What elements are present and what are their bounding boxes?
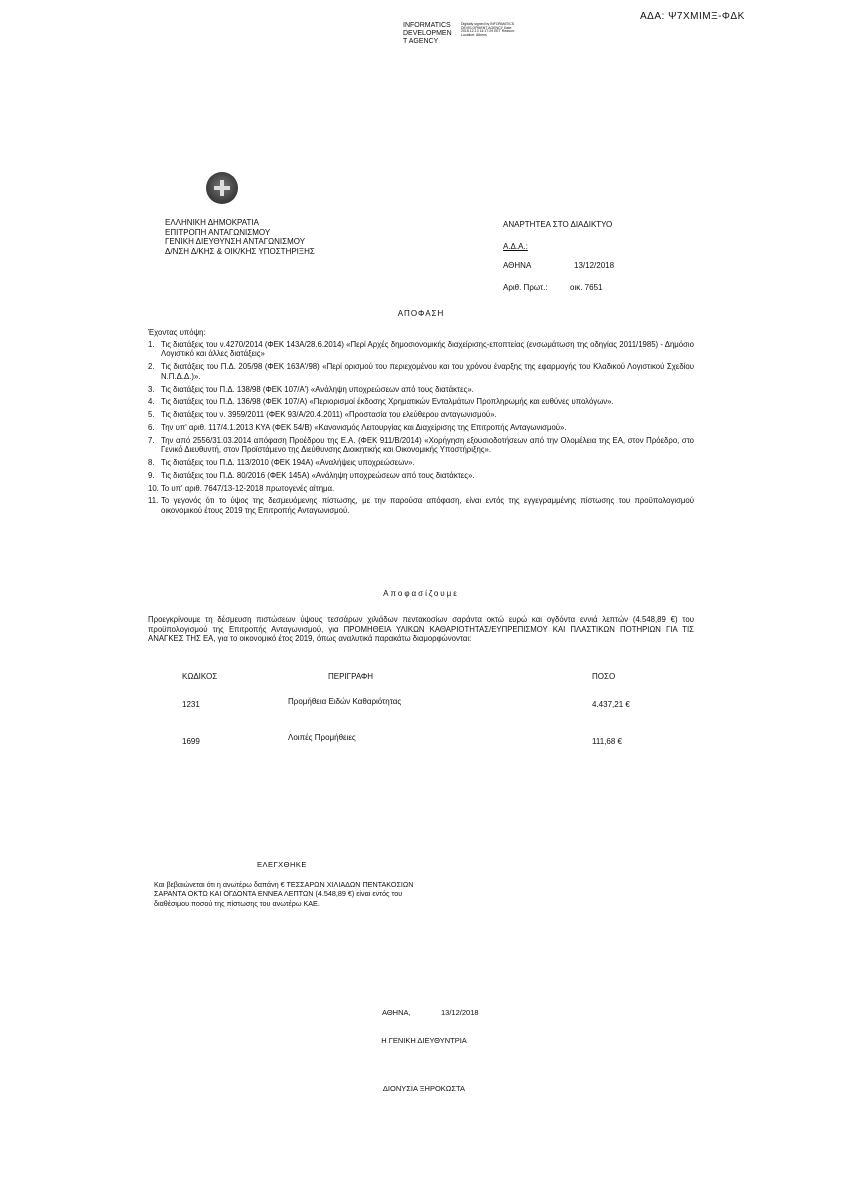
agency-logo-line: INFORMATICS [403,22,451,29]
agency-logo-line: DEVELOPMEN [403,30,452,38]
signature-date: 13/12/2018 [441,1008,479,1017]
post-online-label: ΑΝΑΡΤΗΤΕΑ ΣΤΟ ΔΙΑΔΙΚΤΥΟ [503,220,613,229]
sender-line: ΕΠΙΤΡΟΠΗ ΑΝΤΑΓΩΝΙΣΜΟΥ [165,227,271,237]
table-cell-description: Προμήθεια Ειδών Καθαριότητας [288,697,402,706]
sender-block [165,218,315,256]
document-date: 13/12/2018 [574,261,615,270]
signature-name: ΔΙΟΝΥΣΙΑ ΞΗΡΟΚΩΣΤΑ [382,1084,466,1093]
city-label: ΑΘΗΝΑ [503,261,532,270]
sender-line: ΓΕΝΙΚΗ ΔΙΕΥΘΥΝΣΗ ΑΝΤΑΓΩΝΙΣΜΟΥ [165,237,306,247]
decision-title: ΑΠΟΦΑΣΗ [397,309,445,318]
sender-line: Δ/ΝΣΗ Δ/ΚΗΣ & ΟΙΚ/ΚΗΣ ΥΠΟΣΤΗΡΙΞΗΣ [165,246,315,256]
table-cell-amount: 111,68 € [592,737,622,746]
list-item: 5. Τις διατάξεις του ν. 3959/2011 (ΦΕΚ 93/Α/20.4.2011) «Προστασία του ελεύθερου ανταγωνισμού». [148,410,497,420]
list-item: 1. Τις διατάξεις του ν.4270/2014 (ΦΕΚ 143Α/28.6.2014) «Περί Αρχές δημοσιονομικής διαχείρισης-εποπτείας (ενσωμάτωση της οδηγίας 2011/1985) - Δημόσιο Λογιστικό και άλλες διατάξεις» [148,339,694,359]
greek-emblem-icon [206,172,238,204]
agency-logo [403,22,463,46]
list-item: 3. Τις διατάξεις του Π.Δ. 138/98 (ΦΕΚ 107/Α') «Ανάληψη υποχρεώσεων από τους διατάκτες». [148,384,474,394]
list-item: 8. Τις διατάξεις του Π.Δ. 113/2010 (ΦΕΚ 194Α) «Αναλήψεις υποχρεώσεων». [148,458,415,468]
sender-line: ΕΛΛΗΝΙΚΗ ΔΗΜΟΚΡΑΤΙΑ [165,218,259,227]
table-header-description: ΠΕΡΙΓΡΑΦΗ [328,672,374,681]
table-header-amount: ΠΟΣΟ [592,672,616,681]
protocol-label: Αριθ. Πρωτ.: [503,283,548,292]
list-item: 7. Την από 2556/31.03.2014 απόφαση Προέδρου της Ε.Α. (ΦΕΚ 911/Β/2014) «Χορήγηση εξουσιοδοτήσεων από την Ολομέλεια της ΕΑ, στον Πρόεδρο, στο Γενικό Διευθυντή, στον Προϊστάμενο της Διεύθυνσης Διοικητικής και Οικονομικής Υποστήριξης». [148,435,694,455]
list-item: 10. Το υπ' αριθ. 7647/13-12-2018 πρωτογενές αίτημα. [148,483,335,493]
decide-heading: Αποφασίζουμε [383,589,459,598]
checked-text: Και βεβαιώνεται ότι η ανωτέρω δαπάνη € ΤΕΣΣΑΡΩΝ ΧΙΛΙΑΔΩΝ ΠΕΝΤΑΚΟΣΙΩΝ ΣΑΡΑΝΤΑ ΟΚΤΩ ΚΑΙ ΟΓΔΟΝΤΑ ΕΝΝΕΑ ΛΕΠΤΩΝ (4.548,89 €) είναι εντός του διαθέσιμου ποσού της πίστωσης του ανωτέρω ΚΑΕ. [154,880,414,908]
considerations [148,328,694,519]
ada-label: Α.Δ.Α.: [503,242,528,251]
list-item: 4. Τις διατάξεις του Π.Δ. 136/98 (ΦΕΚ 107/Α) «Περιορισμοί έκδοσης Χρηματικών Ενταλμάτων Προπληρωμής και ευθύνες υπολόγων». [148,397,614,407]
list-item: 6. Την υπ' αριθ. 117/4.1.2013 ΚΥΑ (ΦΕΚ 54/Β) «Κανονισμός Λειτουργίας και Διαχείρισης της Επιτροπής Ανταγωνισμού». [148,422,567,432]
list-item: 2. Τις διατάξεις του Π.Δ. 205/98 (ΦΕΚ 163Α'/98) «Περί ορισμού του περιεχομένου και του χρόνου έναρξης της εφαρμογής του Κλαδικού Λογιστικού Σχεδίου Ν.Π.Δ.Δ.)». [148,362,694,381]
table-cell-amount: 4.437,21 € [592,700,630,709]
signature-role: Η ΓΕΝΙΚΗ ΔΙΕΥΘΥΝΤΡΙΑ [381,1036,467,1045]
considering-heading: Έχοντας υπόψη: [148,328,206,337]
list-item: 9. Τις διατάξεις του Π.Δ. 80/2016 (ΦΕΚ 145Α) «Ανάληψη υποχρεώσεων από τους διατάκτες». [148,470,475,480]
table-cell-code: 1699 [182,737,200,746]
signature-fine-print: Digitally signed by INFORMATICS DEVELOPMENT AGENCY Date: 2018.12.13 14:17:29 EET Reason: Location: Athens [461,22,515,38]
decision-text: Προεγκρίνουμε τη δέσμευση πιστώσεων ύψους τεσσάρων χιλιάδων πεντακοσίων σαράντα οκτώ ευρώ και ογδόντα εννιά λεπτών (4.548,89 €) του προϋπολογισμού της Επιτροπής Ανταγωνισμού, για ΠΡΟΜΗΘΕΙΑ ΥΛΙΚΩΝ ΚΑΘΑΡΙΟΤΗΤΑΣ/ΕΥΠΡΕΠΙΣΜΟΥ ΚΑΙ ΠΛΑΣΤΙΚΩΝ ΠΟΤΗΡΙΩΝ ΓΙΑ ΤΙΣ ΑΝΑΓΚΕΣ ΤΗΣ ΕΑ, για το οικονομικό έτος 2019, όπως αναλυτικά παρακάτω διαμορφώνονται: [148,615,694,644]
signature-city: ΑΘΗΝΑ, [382,1008,411,1017]
checked-title: ΕΛΕΓΧΘΗΚΕ [257,860,307,869]
ada-code: ΑΔΑ: Ψ7ΧΜΙΜΞ-ΦΔΚ [640,11,745,22]
agency-logo-line: T AGENCY [403,38,439,46]
list-item: 11. Το γεγονός ότι το ύψος της δεσμευόμενης πίστωσης, με την παρούσα απόφαση, είναι εντός της εγγεγραμμένης πίστωσης του προϋπολογισμού οικονομικού έτους 2019 της Επιτροπής Ανταγωνισμού. [148,496,694,516]
table-cell-code: 1231 [182,700,200,709]
protocol-number: οικ. 7651 [570,283,603,292]
table-cell-description: Λοιπές Προμήθειες [288,733,356,742]
table-header-code: ΚΩΔΙΚΟΣ [182,672,218,681]
